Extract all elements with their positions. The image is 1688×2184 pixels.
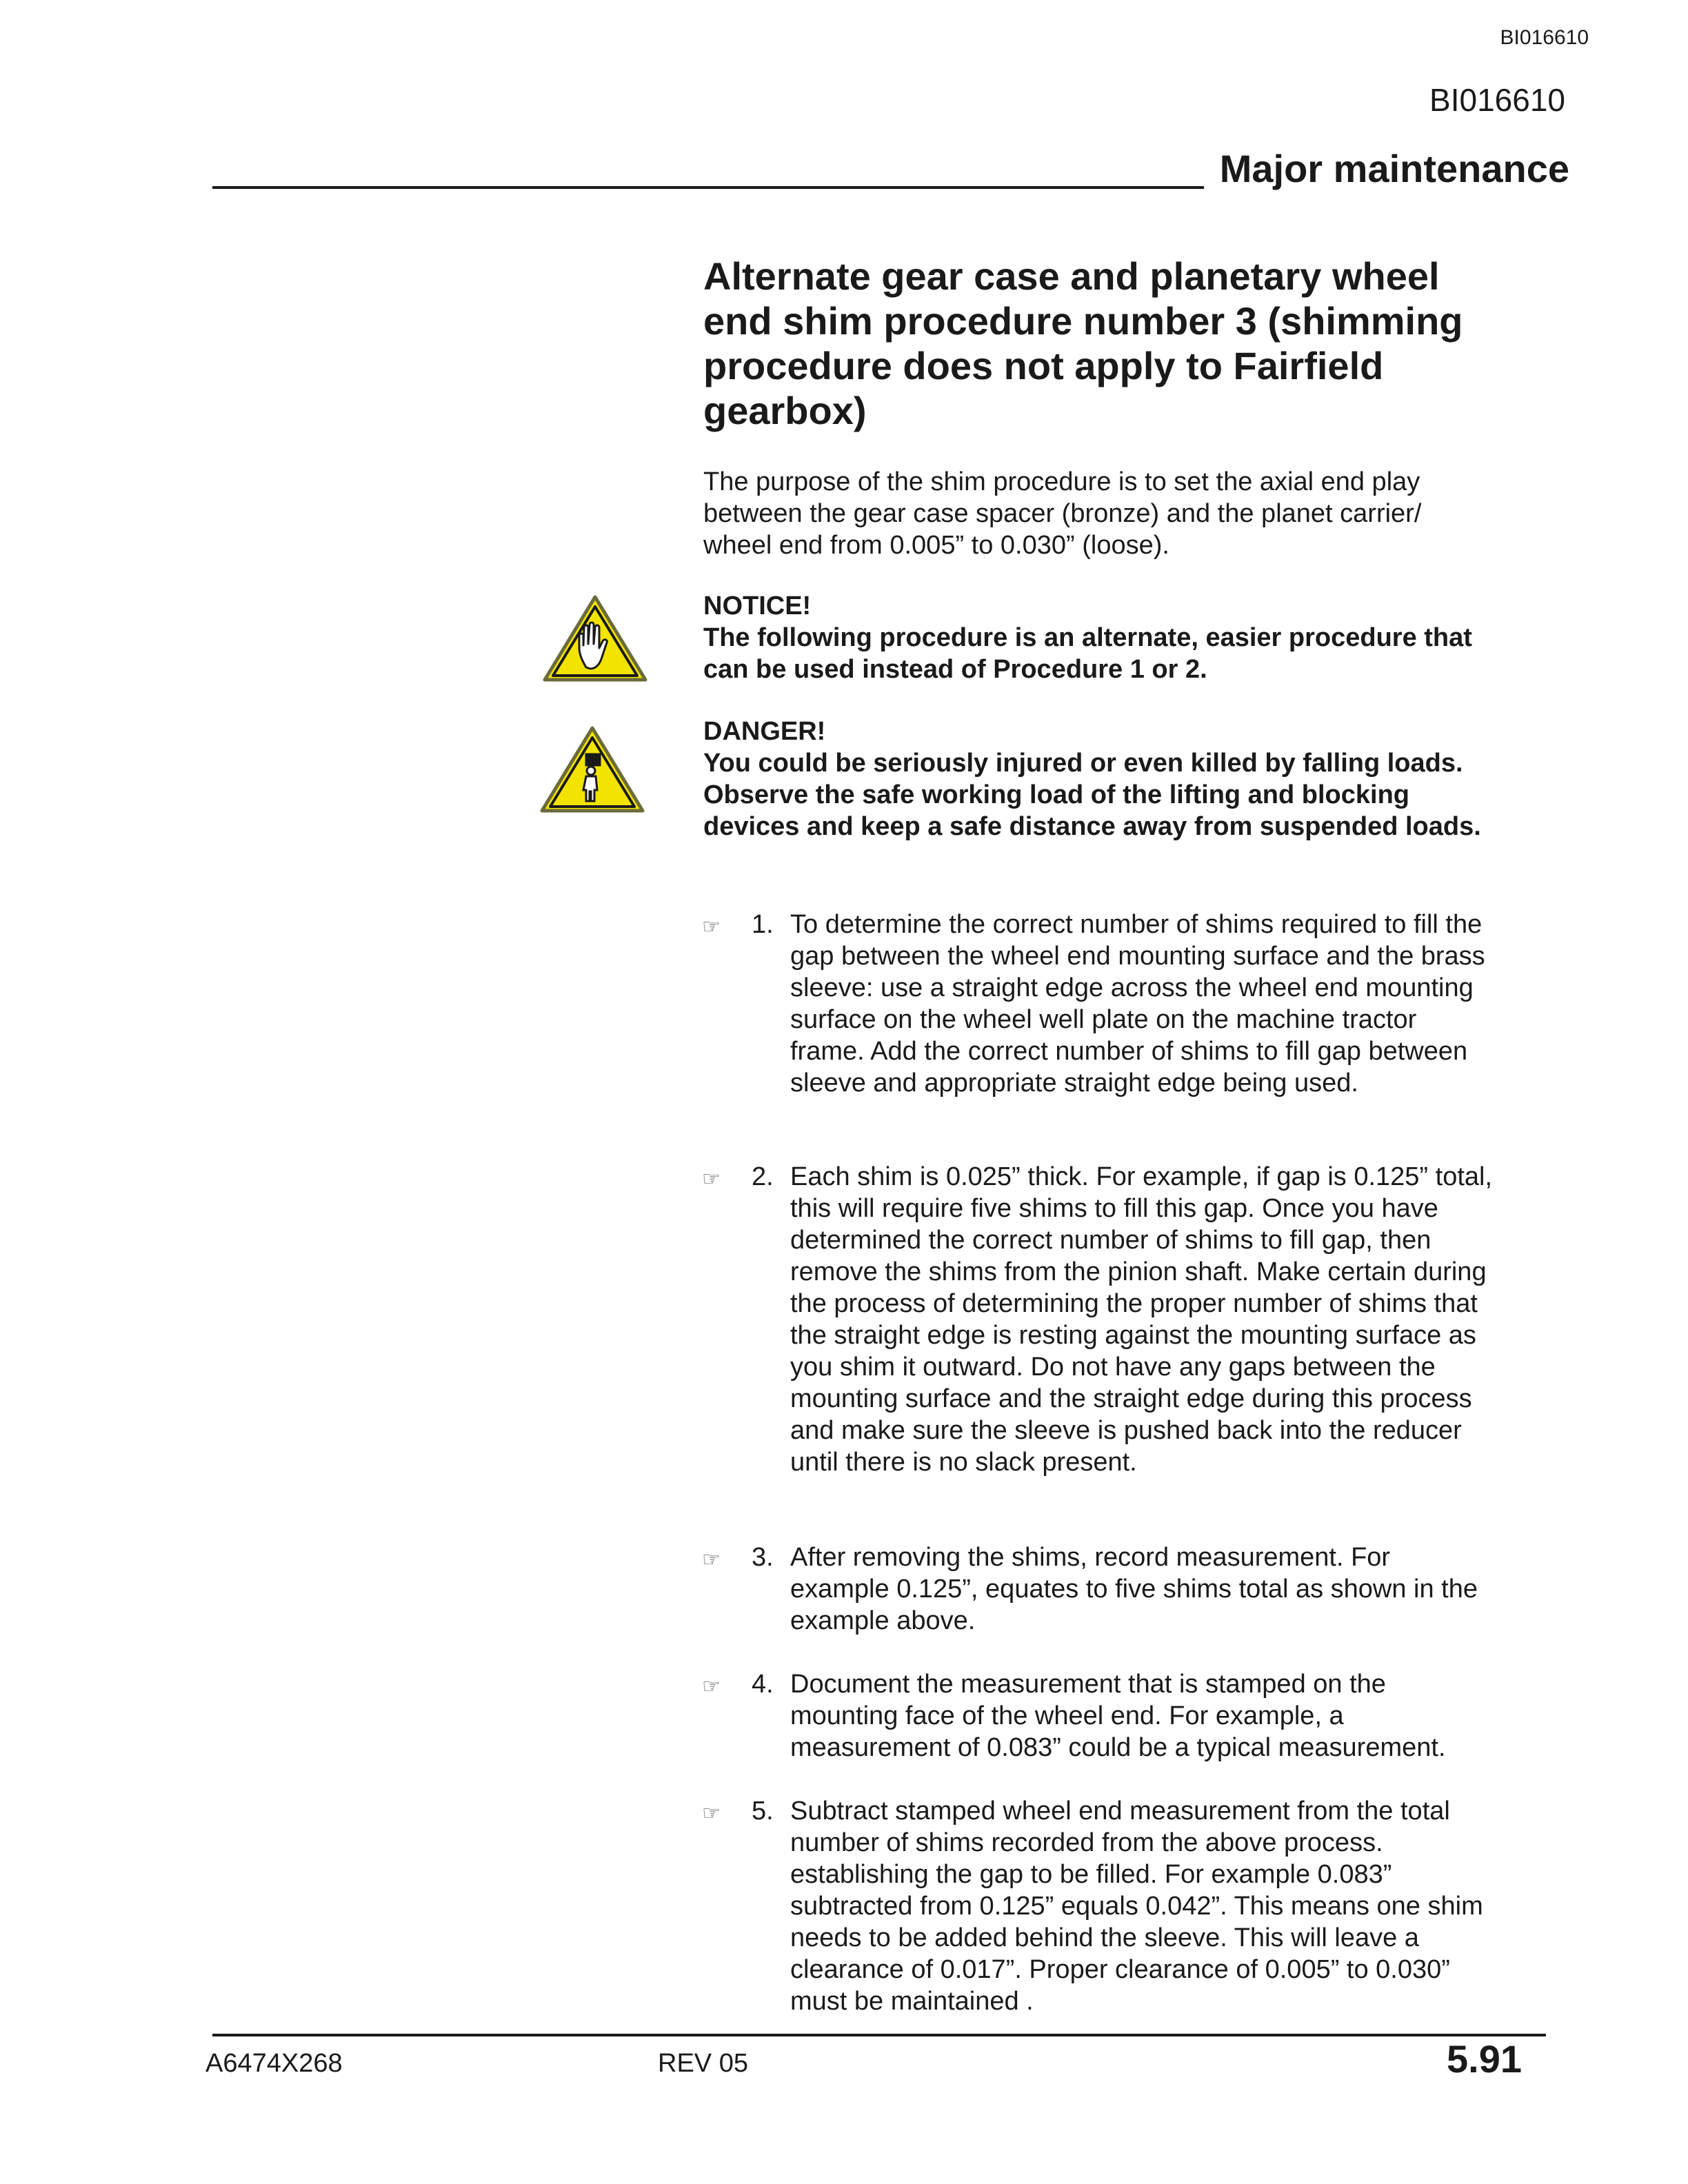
pointing-hand-icon: ☞: [702, 916, 721, 938]
step-text: Document the measurement that is stamped on the mounting face of the wheel end. For example, a measurement of 0.083” could be a typical measurement.: [790, 1670, 1446, 1762]
header-rule: [212, 186, 1204, 189]
danger-body: You could be seriously injured or even killed by falling loads. Observe the safe working load of the lifting and blocking devices and keep a safe distance away from suspended loads.: [703, 749, 1481, 841]
danger-heading: DANGER!: [703, 717, 826, 746]
intro-paragraph: The purpose of the shim procedure is to set the axial end play between the gear case spacer (bronze) and the planet carrier/ wheel end from 0.005” to 0.030” (loose).: [703, 467, 1422, 560]
footer-rule: [212, 2034, 1546, 2036]
pointing-hand-icon: ☞: [702, 1168, 721, 1191]
page-number: 5.91: [1447, 2037, 1522, 2081]
pointing-hand-icon: ☞: [702, 1548, 721, 1571]
notice-body: The following procedure is an alternate, easier procedure that can be used instead of Procedure 1 or 2.: [703, 623, 1472, 684]
step-number: 2.: [752, 1162, 774, 1191]
document-number: A6474X268: [205, 2049, 343, 2078]
step-text: Subtract stamped wheel end measurement from the total number of shims recorded from the above process. establishing the gap to be filled. For example 0.083” subtracted from 0.125” equals 0.042”. This means one shim needs to be added behind the sleeve. This will leave a clearance of 0.017”. Proper clearance of 0.005” to 0.030” must be maintained .: [790, 1797, 1483, 2016]
step-number: 1.: [752, 910, 774, 939]
step-number: 3.: [752, 1543, 774, 1572]
notice-heading: NOTICE!: [703, 592, 812, 620]
falling-load-warning-icon: [538, 724, 647, 815]
document-id-small: BI016610: [1500, 26, 1589, 49]
step-number: 5.: [752, 1797, 774, 1826]
step-text: Each shim is 0.025” thick. For example, if gap is 0.125” total, this will require five shims to fill this gap. Once you have determined the correct number of shims to fill gap, then remove the shims from the pinion shaft. Make certain during the process of determining the proper number of shims that the straight edge is resting against the mounting surface as you shim it outward. Do not have any gaps between the mounting surface and the straight edge during this process and make sure the sleeve is pushed back into the reducer until there is no slack present.: [790, 1162, 1493, 1477]
step-text: To determine the correct number of shims required to fill the gap between the wheel end mounting surface and the brass sleeve: use a straight edge across the wheel end mounting surface on the wheel well plate on the machine tractor frame. Add the correct number of shims to fill gap between sleeve and appropriate straight edge being used.: [790, 910, 1485, 1098]
revision-label: REV 05: [658, 2049, 748, 2078]
section-title: Major maintenance: [1219, 147, 1569, 190]
pointing-hand-icon: ☞: [702, 1675, 721, 1698]
notice-block: [703, 590, 1503, 685]
danger-block: [703, 716, 1503, 842]
step-text: After removing the shims, record measurement. For example 0.125”, equates to five shims total as shown in the example above.: [790, 1543, 1478, 1635]
page-title: Alternate gear case and planetary wheel end shim procedure number 3 (shimming procedure does not apply to Fairfield gearbox): [703, 254, 1463, 432]
step-number: 4.: [752, 1670, 774, 1699]
hand-warning-icon: [541, 593, 650, 684]
pointing-hand-icon: ☞: [702, 1802, 721, 1825]
document-id-large: BI016610: [1429, 82, 1565, 118]
